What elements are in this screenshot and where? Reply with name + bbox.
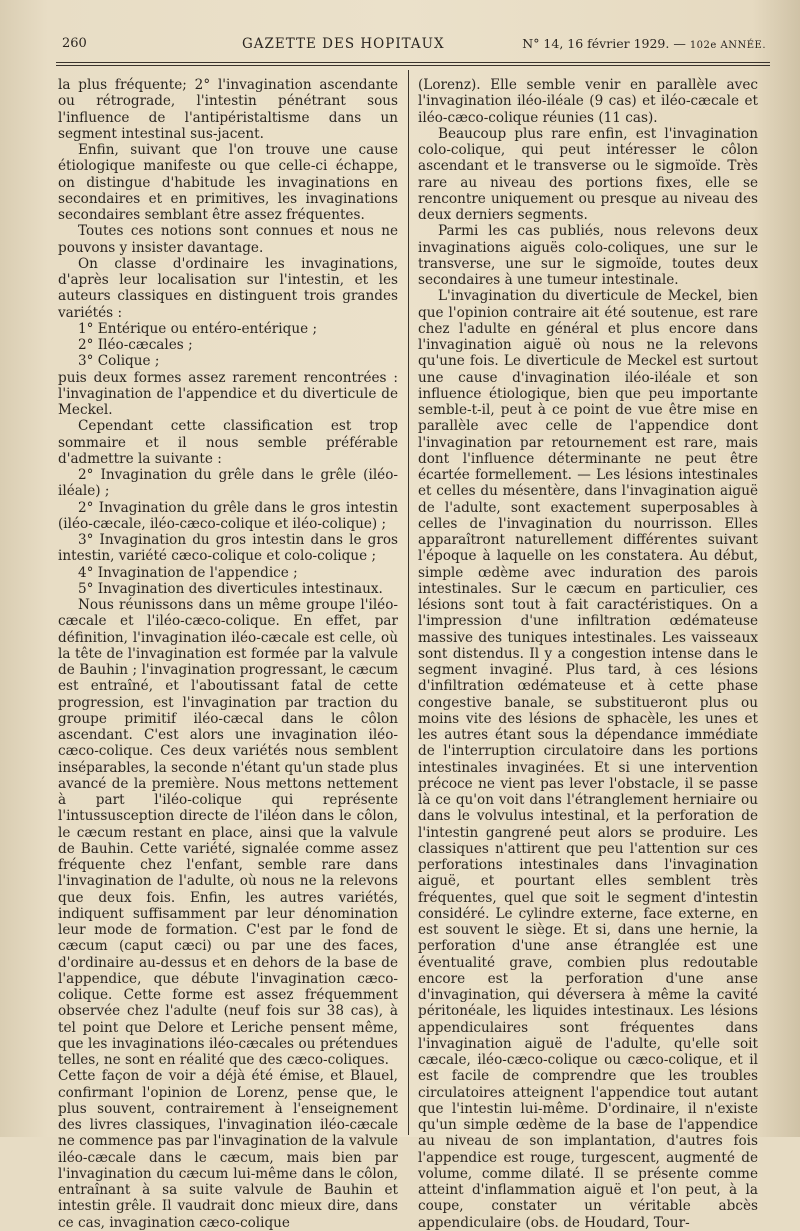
issue-date: N° 14, 16 février 1929. —: [522, 36, 686, 51]
paragraph: 2° Iléo-cæcales ;: [78, 337, 193, 353]
paragraph: Parmi les cas publiés, nous relevons deux invaginations aiguës colo-coliques, une sur le transverse, une sur le sigmoïde, toutes deux secondaires à une tumeur intestinale.: [418, 223, 758, 288]
paragraph: Cette façon de voir a déjà été émise, et Blauel, confirmant l'opinion de Lorenz, pense que, le plus souvent, contrairement à l'enseignement des livres classiques, l'invagination iléo-cæcale ne commence pas par l'invagination de la valvule iléo-cæcale dans le cæcum, mais bien par l'invagination du cæcum lui-même dans le côlon, entraînant à sa suite valvule de Bauhin et intestin grêle. Il vaudrait donc mieux dire, dans ce cas, invagination cæco-colique: [58, 1068, 398, 1231]
paragraph: Nous réunissons dans un même groupe l'iléo-cæcale et l'iléo-cæco-colique. En effet, par définition, l'invagination iléo-cæcale est celle, où la tête de l'invagination est formée par la valvule de Bauhin ; l'invagination progressant, le cæcum est entraîné, et l'aboutissant fatal de cette progression, est l'invagination par traction du groupe primitif iléo-cæcal dans le côlon ascendant. C'est alors une invagination iléo-cæco-colique. Ces deux variétés nous semblent inséparables, la seconde n'étant qu'un stade plus avancé de la première. Nous mettons nettement à part l'iléo-colique qui représente l'intussusception directe de l'iléon dans le côlon, le cæcum restant en place, ainsi que la valvule de Bauhin. Cette variété, signalée comme assez fréquente chez l'enfant, semble rare dans l'invagination de l'adulte, où nous ne la relevons que deux fois. Enfin, les autres variétés, indiquent suffisamment par leur dénomination leur mode de formation. C'est par le fond de cæcum (caput cæci) ou par une des faces, d'ordinaire au-dessus et en dehors de la base de l'appendice, que débute l'invagination cæco-colique. Cette forme est assez fréquemment observée chez l'adulte (neuf fois sur 38 cas), à tel point que Delore et Leriche pensent même, que les invaginations iléo-cæcales ou prétendues telles, ne sont en réalité que des cæco-coliques.: [58, 597, 398, 1068]
paragraph: la plus fréquente; 2° l'invagination ascendante ou rétrograde, l'intestin pénétrant sous l'influence de l'antipéristaltisme dans un segment intestinal sus-jacent.: [58, 77, 398, 142]
page-header: [52, 22, 772, 62]
paragraph: puis deux formes assez rarement rencontrées : l'invagination de l'appendice et du diverticule de Meckel.: [58, 369, 398, 418]
column-divider: [408, 70, 409, 1135]
paragraph: Cependant cette classification est trop sommaire et il nous semble préférable d'admettre la suivante :: [58, 418, 398, 467]
paragraph: 1° Entérique ou entéro-entérique ;: [78, 320, 318, 337]
paragraph: 3° Colique ;: [78, 353, 160, 370]
paragraph: Toutes ces notions sont connues et nous ne pouvons y insister davantage.: [58, 223, 398, 256]
page-number: 260: [62, 36, 87, 51]
paragraph: 2° Invagination du grêle dans le grêle (iléo-iléale) ;: [58, 467, 398, 500]
paragraph: (Lorenz). Elle semble venir en parallèle avec l'invagination iléo-iléale (9 cas) et iléo-cæcale et iléo-cæco-colique réunies (11 cas).: [418, 77, 758, 126]
paragraph: Enfin, suivant que l'on trouve une cause étiologique manifeste ou que celle-ci échappe, on distingue d'habitude les invaginations en secondaires et en primitives, les invaginations secondaires semblant être assez fréquentes.: [58, 142, 398, 223]
header-rule-top: [56, 62, 770, 63]
paragraph: 4° Invagination de l'appendice ;: [78, 564, 298, 581]
paragraph: 3° Invagination du gros intestin dans le gros intestin, variété cæco-colique et colo-colique ;: [58, 532, 398, 565]
header-rule-bottom: [56, 65, 770, 66]
paragraph: 2° Invagination du grêle dans le gros intestin (iléo-cæcale, iléo-cæco-colique et iléo-colique) ;: [58, 499, 398, 532]
paragraph: On classe d'ordinaire les invaginations, d'après leur localisation sur l'intestin, et les auteurs classiques en distinguent trois grandes variétés :: [58, 255, 398, 321]
journal-title: GAZETTE DES HOPITAUX: [242, 36, 445, 52]
issue-info: [522, 36, 766, 51]
left-column: [58, 77, 398, 1231]
paragraph: 5° Invagination des diverticules intestinaux.: [78, 580, 383, 597]
issue-year: 102e ANNÉE.: [689, 40, 766, 51]
right-column: [418, 77, 758, 1231]
paragraph: Beaucoup plus rare enfin, est l'invagination colo-colique, qui peut intéresser le côlon ascendant et le transverse ou le sigmoïde. Très rare au niveau des portions fixes, elle se rencontre uniquement ou presque au niveau des deux derniers segments.: [418, 125, 758, 223]
paragraph: L'invagination du diverticule de Meckel, bien que l'opinion contraire ait été soutenue, est rare chez l'adulte en général et plus encore dans l'invagination aiguë où nous ne la relevons qu'une fois. Le diverticule de Meckel est surtout une cause d'invagination iléo-iléale et son influence étiologique, bien que peu importante semble-t-il, peut à ce point de vue être mise en parallèle avec celle de l'appendice dont l'invagination par retournement est rare, mais dont l'influence déterminante ne peut être écartée formellement. — Les lésions intestinales et celles du mésentère, dans l'invagination aiguë de l'adulte, sont exactement superposables à celles de l'invagination du nourrisson. Elles apparaîtront naturellement différentes suivant l'époque à laquelle on les constatera. Au début, simple œdème avec induration des parois intestinales. Sur le cæcum en particulier, ces lésions sont tout à fait caractéristiques. On a l'impression d'une infiltration œdémateuse massive des tuniques intestinales. Les vaisseaux sont distendus. Il y a congestion intense dans le segment invaginé. Plus tard, à ces lésions d'infiltration œdémateuse et à cette phase congestive banale, se substitueront plus ou moins vite des lésions de sphacèle, les unes et les autres étant sous la dépendance immédiate de l'interruption circulatoire dans les portions intestinales invaginées. Et si une intervention précoce ne vient pas lever l'obstacle, il se passe là ce qu'on voit dans l'étranglement herniaire ou dans le volvulus intestinal, et la perforation de l'intestin gangrené peut alors se produire. Les classiques n'attirent que peu l'attention sur ces perforations intestinales dans l'invagination aiguë, et pourtant elles semblent très fréquentes, quel que soit le segment d'intestin considéré. Le cylindre externe, face externe, en est souvent le siège. Et si, dans une hernie, la perforation d'une anse étranglée est une éventualité grave, combien plus redoutable encore est la perforation d'une anse d'invagination, qui déversera à même la cavité péritonéale, les liquides intestinaux. Les lésions appendiculaires sont fréquentes dans l'invagination aiguë de l'adulte, qu'elle soit cæcale, iléo-cæco-colique ou cæco-colique, et il est facile de comprendre que les troubles circulatoires atteignent l'appendice tout autant que l'intestin lui-même. D'ordinaire, il n'existe qu'un simple œdème de la base de l'appendice au niveau de son implantation, d'autres fois l'appendice est rouge, turgescent, augmenté de volume, comme dilaté. Il se présente comme atteint d'inflammation aiguë et l'on peut, à la coupe, constater un véritable abcès appendiculaire (obs. de Houdard, Tour-: [418, 288, 758, 1231]
